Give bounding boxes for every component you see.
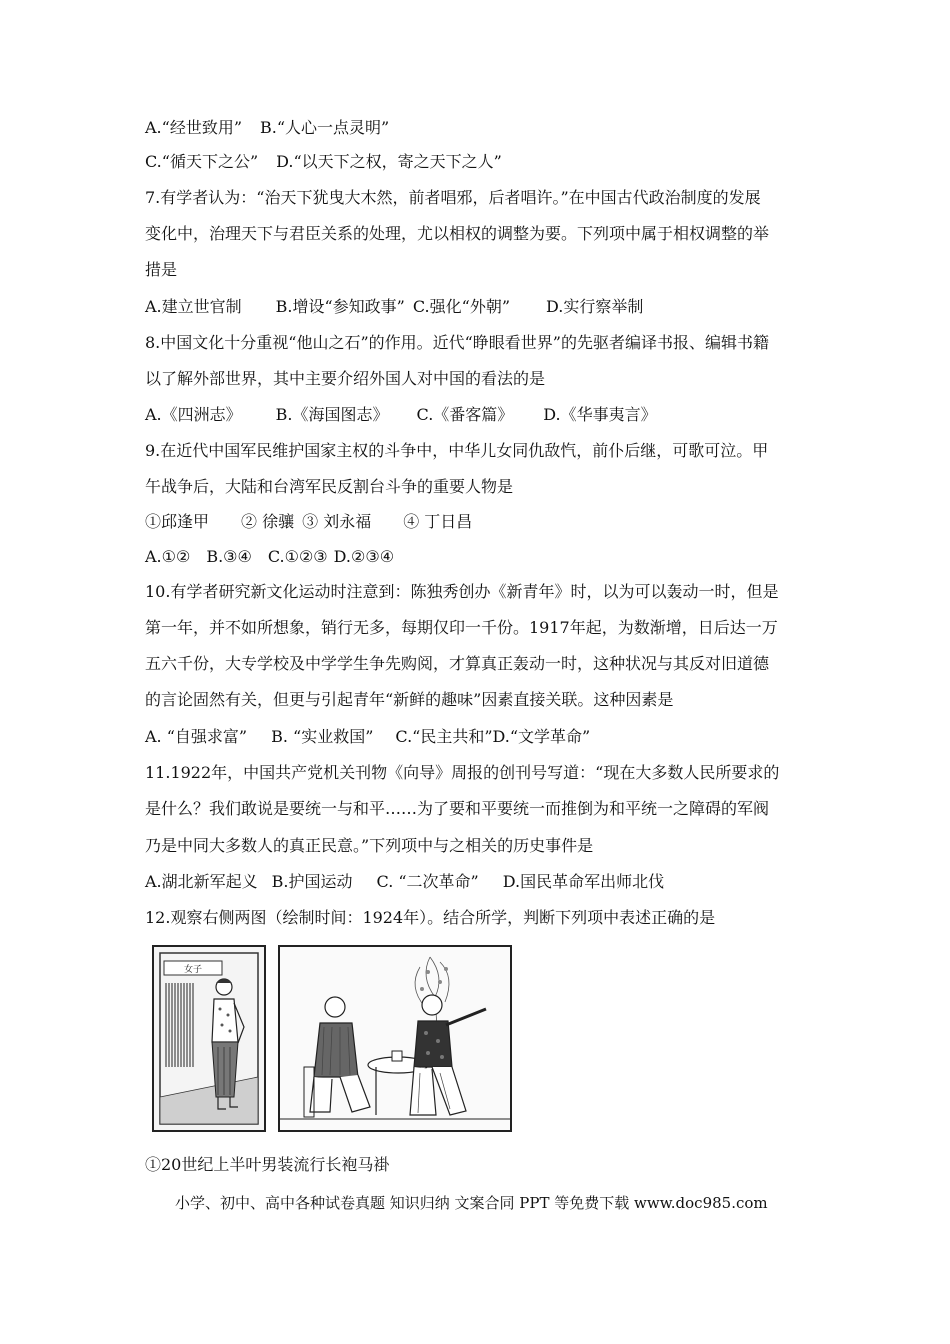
- q10-line-4: 的言论固然有关，但更与引起青年“新鲜的趣味”因素直接关联。这种因素是: [145, 690, 674, 709]
- q9-line-1: 9.在近代中国军民维护国家主权的斗争中，中华儿女同仇敌忾，前仆后继，可歌可泣。甲: [145, 441, 769, 460]
- q7-options: [145, 296, 643, 318]
- q10-options: [145, 726, 590, 748]
- q9-option-c: C.①②③: [267, 547, 328, 566]
- figure-woman-doorway: [152, 945, 266, 1132]
- q7-option-b: B.增设“参知政事”: [275, 297, 405, 316]
- options-line-1: [145, 117, 389, 139]
- q7-option-d: D.实行察举制: [546, 297, 644, 316]
- q7-line-1: 7.有学者认为：“治天下犹曳大木然，前者唱邪，后者唱许。”在中国古代政治制度的发展: [145, 188, 761, 207]
- q9-option-b: B.③④: [206, 547, 252, 566]
- q10-line-2: 第一年，并不如所想象，销行无多，每期仅印一千份。1917年起，为数渐增，日后达一万: [145, 618, 778, 637]
- q7-option-c: C.强化“外朝”: [412, 297, 510, 316]
- option-b: B.“人心一点灵明”: [260, 118, 390, 137]
- q9-option-a: A.①②: [145, 547, 191, 566]
- q10-line-3: 五六千份，大专学校及中学学生争先购阅，才算真正轰动一时，这种状况与其反对旧道德: [145, 654, 770, 673]
- options-line-2: [145, 151, 502, 173]
- q7-line-2: 变化中，治理天下与君臣关系的处理，尤以相权的调整为要。下列项中属于相权调整的举: [145, 224, 770, 243]
- q8-option-b: B.《海国图志》: [275, 405, 389, 424]
- q8-line-2: 以了解外部世界，其中主要介绍外国人对中国的看法的是: [145, 369, 546, 388]
- q11-options: [145, 871, 664, 893]
- q11-option-c: C. “二次革命”: [376, 872, 479, 891]
- q10-line-1: 10.有学者研究新文化运动时注意到：陈独秀创办《新青年》时，以为可以轰动一时，但是: [145, 582, 779, 601]
- q10-option-a: A. “自强求富”: [145, 727, 248, 746]
- q11-line-1: 11.1922年，中国共产党机关刊物《向导》周报的创刊号写道：“现在大多数人民所要求的: [145, 763, 780, 782]
- option-a: A.“经世致用”: [145, 118, 243, 137]
- q11-option-b: B.护国运动: [271, 872, 353, 891]
- option-c: C.“循天下之公”: [145, 152, 259, 171]
- q12-line-1: 12.观察右侧两图（绘制时间：1924年）。结合所学，判断下列项中表述正确的是: [145, 908, 716, 927]
- q11-option-a: A.湖北新军起义: [145, 872, 258, 891]
- q9-item-2: ② 徐骧: [241, 512, 295, 531]
- q11-line-2: 是什么？我们敢说是要统一与和平……为了要和平要统一而推倒为和平统一之障碍的军阀: [145, 799, 770, 818]
- q8-option-c: C.《番客篇》: [416, 405, 514, 424]
- two-men-illustration: [280, 947, 510, 1130]
- q9-item-1: ①邱逢甲: [145, 512, 210, 531]
- q7-line-3: 措是: [145, 260, 178, 279]
- q9-line-2: 午战争后，大陆和台湾军民反割台斗争的重要人物是: [145, 477, 514, 496]
- woman-illustration: [154, 947, 264, 1130]
- q7-option-a: A.建立世官制: [145, 297, 242, 316]
- q9-options: [145, 546, 394, 568]
- q10-option-b: B. “实业救国”: [271, 727, 374, 746]
- q11-option-d: D.国民革命军出师北伐: [502, 872, 665, 891]
- q9-items: [145, 511, 472, 533]
- q8-option-d: D.《华事夷言》: [543, 405, 657, 424]
- q10-option-c: C.“民主共和”: [395, 727, 493, 746]
- q11-line-3: 乃是中同大多数人的真正民意。”下列项中与之相关的历史事件是: [145, 836, 594, 855]
- sign-text: 女子: [183, 965, 203, 975]
- q12-statement-1: ①20世纪上半叶男装流行长袍马褂: [145, 1155, 390, 1174]
- q9-option-d: D.②③④: [333, 547, 395, 566]
- option-d: D.“以天下之权，寄之天下之人”: [276, 152, 502, 171]
- q9-item-4: ④ 丁日昌: [403, 512, 473, 531]
- q8-option-a: A.《四洲志》: [145, 405, 242, 424]
- page-footer: 小学、初中、高中各种试卷真题 知识归纳 文案合同 PPT 等免费下载 www.doc985.com: [175, 1194, 768, 1212]
- q9-item-3: ③ 刘永福: [302, 512, 372, 531]
- q8-options: [145, 404, 657, 426]
- q10-option-d: D.“文学革命”: [492, 727, 591, 746]
- figure-two-men-table: [278, 945, 512, 1132]
- q8-line-1: 8.中国文化十分重视“他山之石”的作用。近代“睁眼看世界”的先驱者编译书报、编辑书籍: [145, 333, 769, 352]
